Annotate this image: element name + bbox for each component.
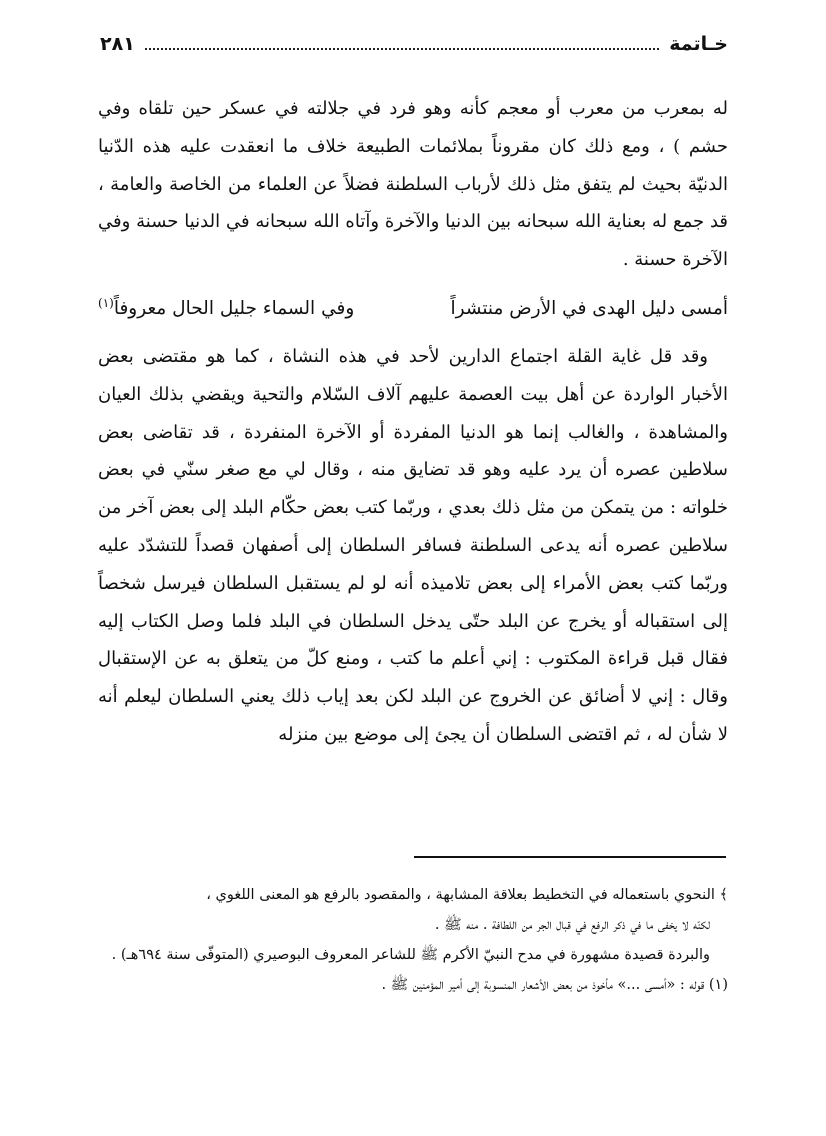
footnote-3: (١) قوله : «أمسى ...» مأخوذ من بعض الأشعار المنسوبة إلى أمير المؤمنين ﷺ . <box>381 977 728 993</box>
paragraph-2: وقد قل غاية القلة اجتماع الدارين لأحد في هذه النشاة ، كما هو مقتضى بعض الأخبار الواردة عن أهل بيت العصمة عليهم آلاف السّلام والتحية ويقضي بذلك العيان والمشاهدة ، والغالب إنما هو الدنيا المفردة أو الآخرة المنفردة ، قد تقاضى بعض سلاطين عصره أن يرد عليه وهو قد تضايق منه ، وقال لي مع صغر سنّي في بعض خلواته : من يتمكن من مثل ذلك بعدي ، وربّما كتب بعض حكّام البلد إلى بعض آخر من سلاطين عصره أنه يدعى السلطنة فسافر السلطان إلى أصفهان قصداً للتشدّد عليه وربّما كتب بعض الأمراء إلى بعض تلاميذه أنه لو لم يستقبل السلطان فيرسل شخصاً إلى استقباله أو يخرج عن البلد حتّى يدخل السلطان في البلد فلما وصل الكتاب إليه فقال قبل قراءة المكتوب : إني أعلم ما كتب ، ومنع كلّ من يتعلق به عن الإستقبال وقال : إني لا أضائق عن الخروج عن البلد لكن بعد إياب ذلك يعني السلطان ليعلم أنه لا شأن له ، ثم اقتضى السلطان أن يجئ إلى موضع بين منزله <box>98 345 728 745</box>
verse-second-hemistich-wrap <box>98 285 354 328</box>
verse-first-hemistich: أمسى دليل الهدى في الأرض منتشراً <box>450 298 728 320</box>
main-text <box>98 90 728 754</box>
chapter-title: خـاتمة <box>669 33 728 55</box>
running-header <box>100 28 728 60</box>
footnote-2: والبردة قصيدة مشهورة في مدح النبيّ الأكرم ﷺ للشاعر المعروف البوصيري (المتوفّى سنة ٦٩٤هـ) . <box>111 947 710 963</box>
footnote-1-line-2: لكنّه لا يخفى ما في ذكر الرفع في قبال الجر من اللطافة . منه ﷺ . <box>434 917 710 933</box>
verse-second-hemistich: وفي السماء جليل الحال معروفاً <box>113 298 355 320</box>
page-number: ٢٨١ <box>100 33 135 55</box>
footnote-ref[interactable]: (١) <box>98 295 114 310</box>
poetry-verse <box>98 285 728 328</box>
paragraph-1: له بمعرب من معرب أو معجم كأنه وهو فرد في جلالته في عسكر حين تلقاه وفي حشم ) ، ومع ذلك كان مقروناً بملائمات الطبيعة خلاف ما انعقدت عليه هذه الدّنيا الدنيّة بحيث لم يتفق مثل ذلك لأرباب السلطنة فضلاً عن العلماء من الخاصة والعامة ، قد جمع له بعناية الله سبحانه بين الدنيا والآخرة وآتاه الله سبحانه في الدنيا حسنة وفي الآخرة حسنة . <box>98 98 728 271</box>
dotted-leader <box>145 38 659 50</box>
footnote-separator <box>414 856 726 858</box>
footnotes <box>98 880 728 1000</box>
footnote-1-line-1: ﴾ النحوي باستعماله في التخطيط بعلاقة المشابهة ، والمقصود بالرفع هو المعنى اللغوي ، <box>206 887 728 903</box>
